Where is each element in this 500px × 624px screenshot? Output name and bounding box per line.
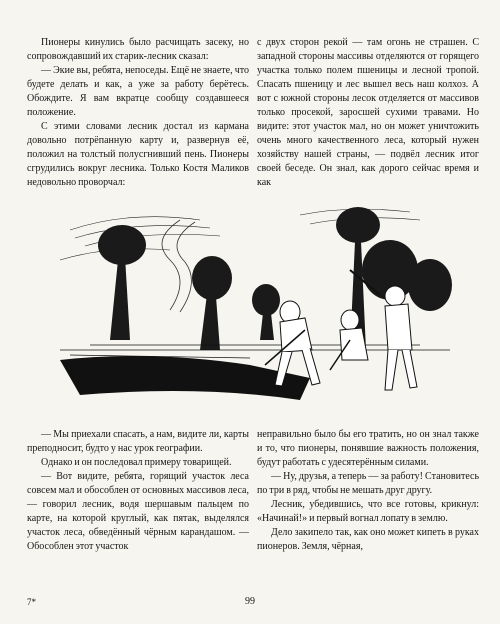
text-column-bottom-left — [27, 428, 249, 554]
signature-mark: 7* — [27, 597, 36, 607]
paragraph: Лесник, убедившись, что все готовы, крикнул: «Начинай!» и первый вогнал лопату в землю. — [257, 499, 479, 525]
paragraph: Однако и он последовал примеру товарищей. — [41, 457, 232, 469]
paragraph: — Экие вы, ребята, непоседы. Ещё не знаете, что будете делать и как, а уже за работу берётесь. Обождите. Я вам вкратце сообщу создавшееся положение. — [27, 65, 249, 119]
paragraph: — Мы приехали спасать, а нам, видите ли, карты преподносит, будто у нас урок географии. — [27, 429, 249, 455]
paragraph: Пионеры кинулись было расчищать засеку, но сопровождавший их старик-лесник сказал: — [27, 37, 249, 63]
text-column-top-right — [257, 36, 479, 191]
text-column-bottom-right — [257, 428, 479, 554]
paragraph: неправильно было бы его тратить, но он знал также и то, что пионеры, понявшие важность положения, будут работать с удесятерённым силами. — [257, 429, 479, 469]
paragraph: — Вот видите, ребята, горящий участок леса совсем мал и обособлен от основных массивов леса, — говорил лесник, водя шершавым пальцем по карте, на которой круглый, как пятак, выделялся участок леса, обведённый чёрным карандашом. — Обособлен этот участок — [27, 471, 249, 553]
paragraph: С этими словами лесник достал из кармана довольно потрёпанную карту и, развернув её, положил на толстый полусгнивший пень. Пионеры сгрудились вокруг лесника. Только Костя Маликов недовольно проворчал: — [27, 121, 249, 189]
paragraph: с двух сторон рекой — там огонь не страшен. С западной стороны массивы отделяются от горящего участка только полем пшеницы и лесной тропой. Спасать пшеницу и лес вышел весь наш колхоз. А вот с южной стороны лесок отделяется от массивов только просекой, заросшей сухими травами. Но видите: этот участок мал, но он может уничтожить очень много качественного леса, который нужен хозяйству нашей страны, — подвёл лесник итог своей беседе. Он знал, как дорого сейчас время и как — [257, 37, 479, 189]
paragraph: Дело закипело так, как оно может кипеть в руках пионеров. Земля, чёрная, — [257, 527, 479, 553]
forest-fire-illustration — [50, 200, 455, 408]
paragraph: — Ну, друзья, а теперь — за работу! Становитесь по три в ряд, чтобы не мешать друг другу. — [257, 471, 479, 497]
page-number: 99 — [245, 596, 255, 607]
text-column-top-left — [27, 36, 249, 191]
